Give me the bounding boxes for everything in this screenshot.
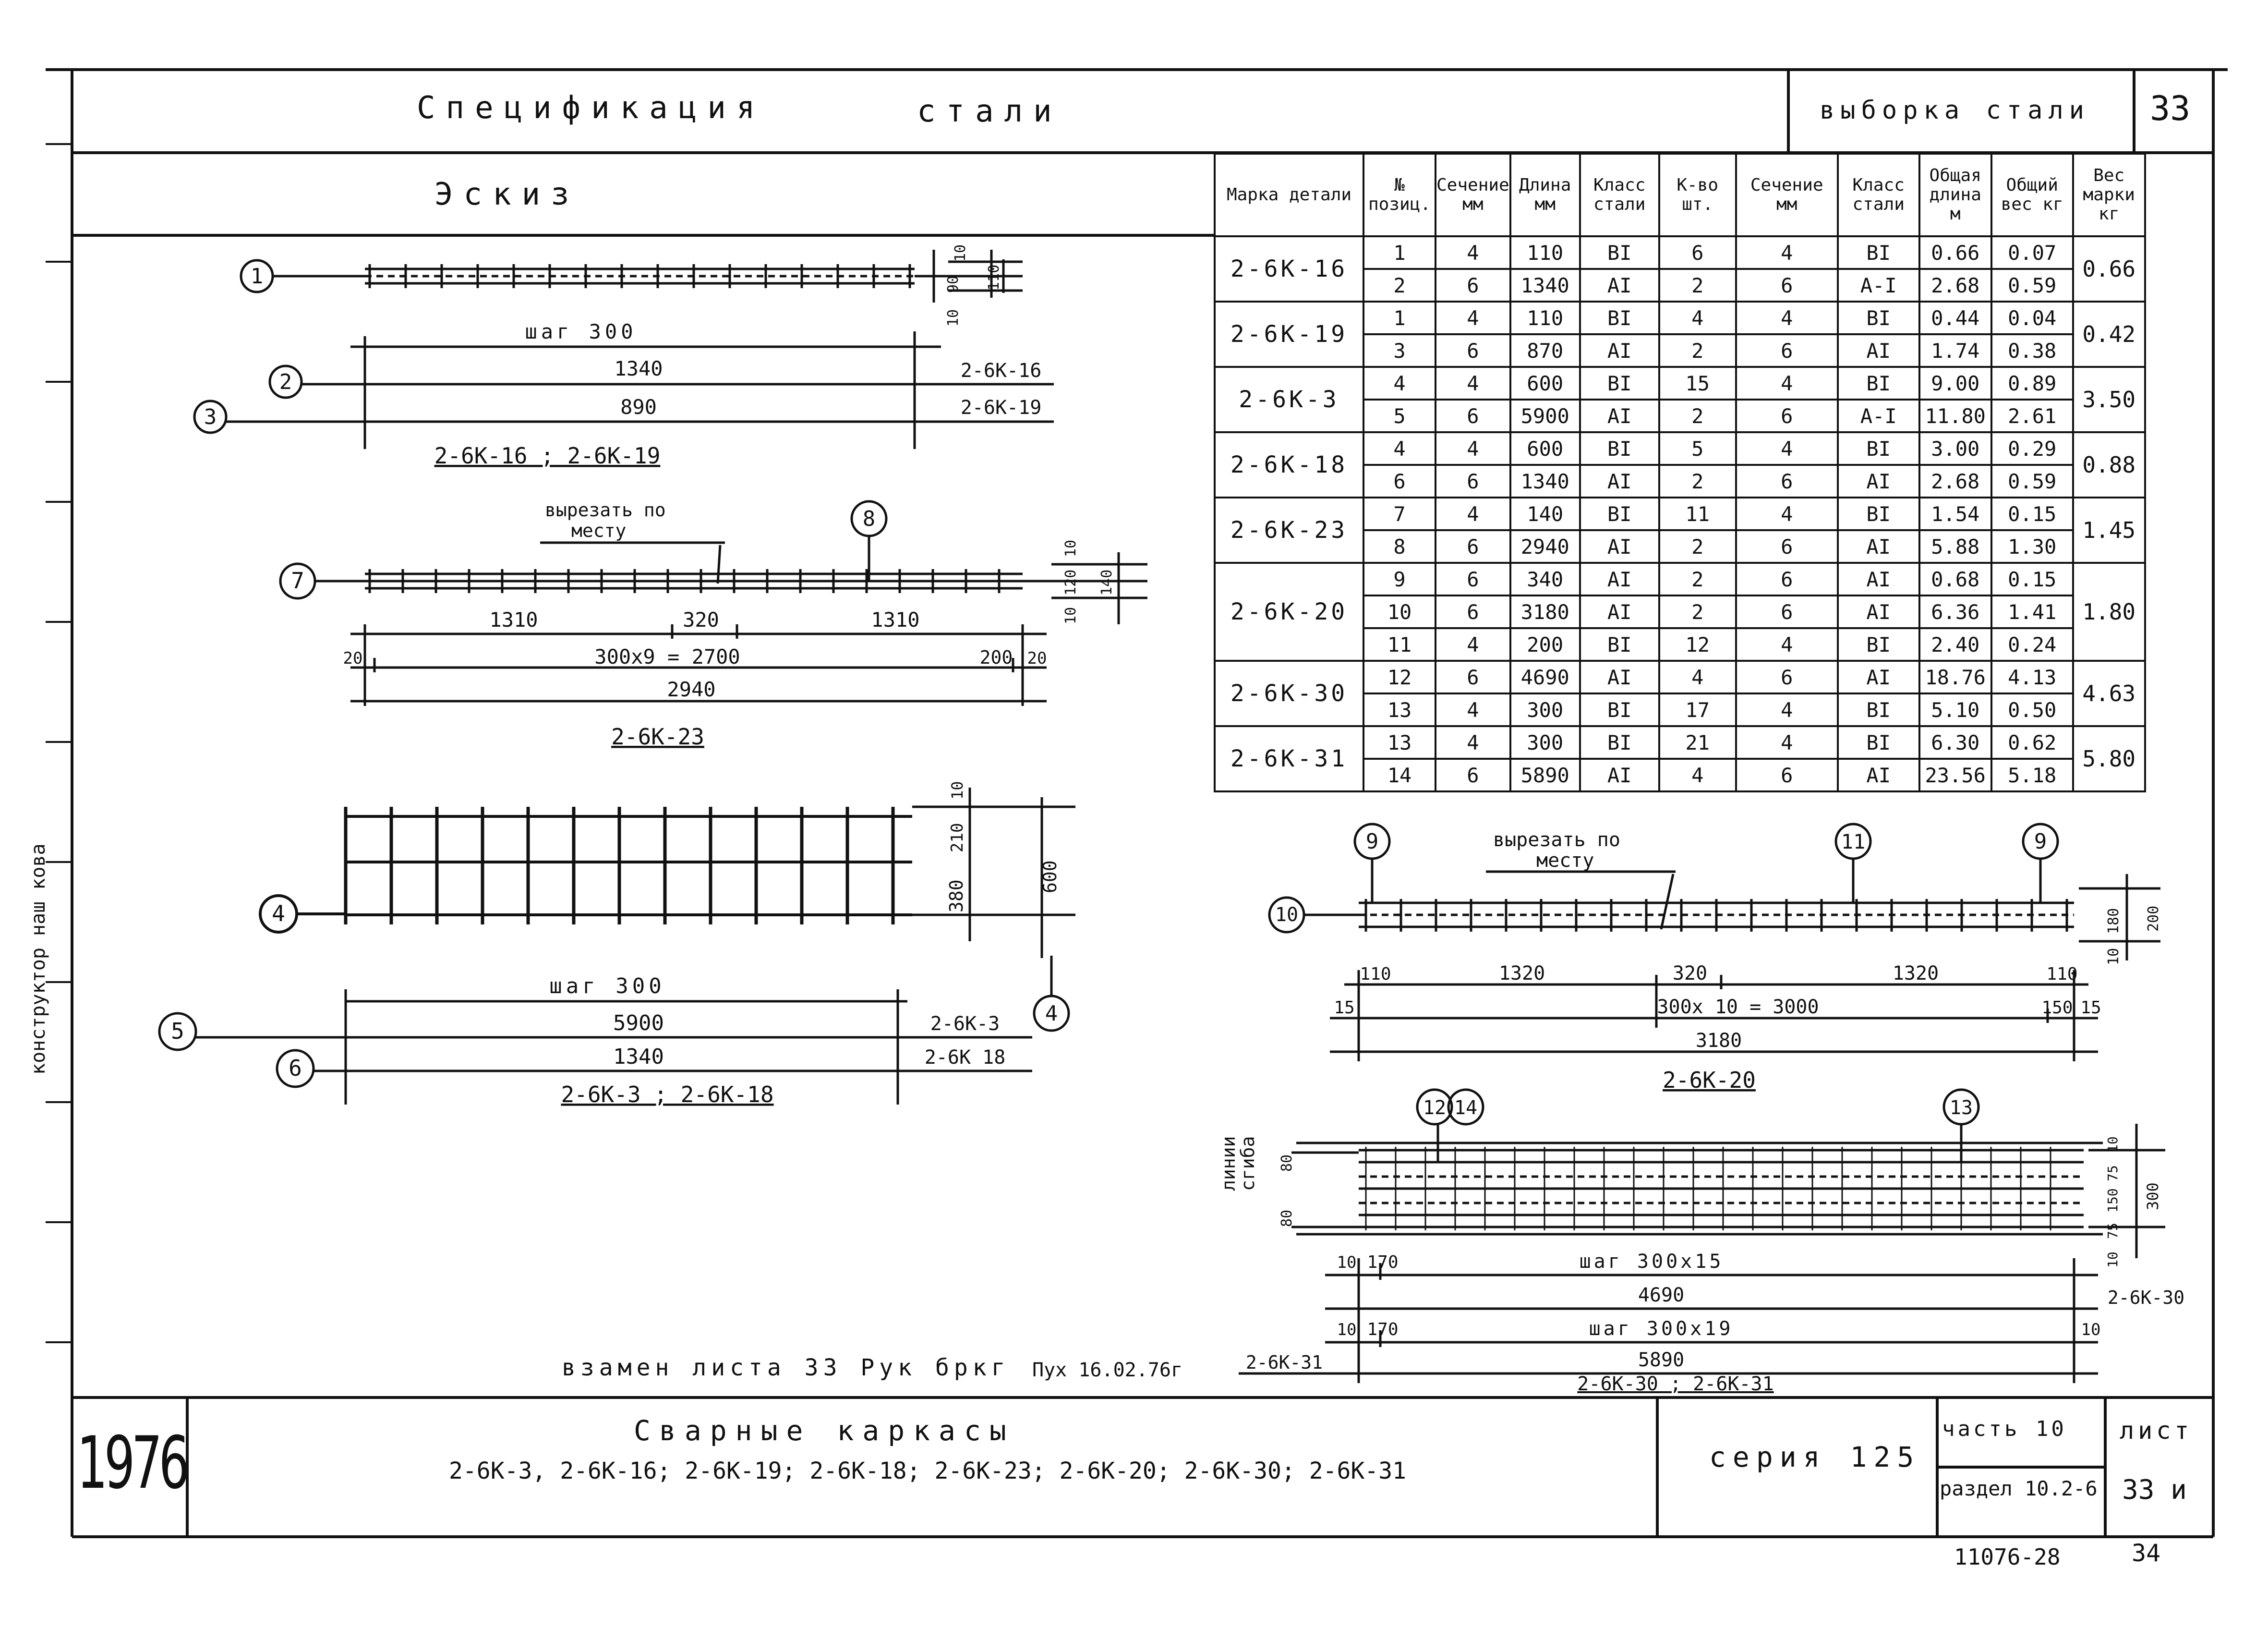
col-header: Длина мм [1510,154,1580,236]
table-cell: АI [1838,530,1919,563]
table-cell: 3180 [1510,595,1580,628]
table-cell: 110 [1510,236,1580,269]
sketch-caption: 2-6К-16 ; 2-6К-19 [434,443,661,469]
table-cell: 1.74 [1919,334,1991,367]
dim-label: 300х 10 = 3000 [1657,996,1819,1018]
table-cell: 6 [1736,465,1838,498]
cell-mark: 2-6К-19 [1215,302,1363,367]
dim-label: 200 [2145,905,2162,932]
mark-label: 2-6К-19 [960,397,1042,419]
col-header: Сечение мм [1436,154,1510,236]
table-cell: 2 [1659,595,1736,628]
table-cell: АI [1580,465,1659,498]
cell-mark-weight: 4.63 [2073,661,2145,726]
table-row [1215,726,2145,759]
table-cell: 1340 [1510,269,1580,302]
cell-mark: 2-6К-20 [1215,563,1363,661]
table-cell: 0.89 [1991,367,2073,400]
side-text: конструктор наш кова [27,843,49,1075]
table-cell: 5.10 [1919,693,1991,726]
table-cell: 4 [1736,498,1838,530]
table-cell: 300 [1510,726,1580,759]
sheet-label: лист [2120,1417,2193,1445]
dim-label: 3180 [1695,1030,1742,1052]
table-cell: 6 [1736,269,1838,302]
dim-label: 10 [2105,1136,2121,1153]
sketch-caption: 2-6К-3 ; 2-6К-18 [561,1081,774,1107]
pos-label: 1 [250,264,264,289]
pos-label: 5 [171,1018,184,1044]
cell-mark-weight: 5.80 [2073,726,2145,791]
table-cell: 6 [1363,465,1436,498]
table-cell: АI [1580,759,1659,791]
col-header: К-во шт. [1659,154,1736,236]
col-header: Класс стали [1580,154,1659,236]
table-cell: 4 [1736,693,1838,726]
table-cell: 4 [1436,367,1510,400]
steel-spec-table [1214,153,2146,792]
dim-label: 5900 [613,1011,664,1035]
table-cell: 4 [1436,498,1510,530]
dim-label: 10 [945,309,962,327]
dim-label: 10 [2105,948,2122,965]
table-cell: АI [1580,595,1659,628]
cell-mark-weight: 0.42 [2073,302,2145,367]
table-cell: АI [1580,334,1659,367]
table-cell: 18.76 [1919,661,1991,693]
dim-label: 150 [2041,998,2073,1018]
table-cell: ВI [1838,432,1919,465]
dim-label: 15 [1334,998,1355,1018]
pos-label: 10 [1275,904,1299,926]
mark-label: 2-6К-30 [2107,1287,2185,1308]
table-cell: 9 [1363,563,1436,595]
replace-date: Пух 16.02.76г [1032,1359,1183,1381]
table-cell: 4 [1659,302,1736,334]
spec-title-steel: стали [917,94,1062,129]
table-cell: 0.38 [1991,334,2073,367]
table-cell: АI [1838,595,1919,628]
col-header: Вес марки кг [2073,154,2145,236]
drawing-subtitle: 2-6К-3, 2-6К-16; 2-6К-19; 2-6К-18; 2-6К-23; 2-6К-20; 2-6К-30; 2-6К-31 [449,1458,1406,1484]
cell-mark: 2-6К-3 [1215,367,1363,432]
table-cell: ВI [1580,628,1659,661]
dim-label: 140 [1098,569,1115,595]
pos-label: 4 [1045,1001,1058,1026]
dim-label: 890 [620,395,657,419]
table-cell: 17 [1659,693,1736,726]
steel-selection-title: выборка стали [1820,96,2090,125]
table-cell: АI [1838,334,1919,367]
table-cell: 0.66 [1919,236,1991,269]
table-cell: 5 [1363,400,1436,432]
dim-label: 1320 [1498,962,1545,984]
table-cell: ВI [1838,498,1919,530]
table-cell: АI [1838,465,1919,498]
table-cell: ВI [1838,628,1919,661]
table-cell: 4690 [1510,661,1580,693]
dim-label: 10 [952,244,969,262]
table-cell: 23.56 [1919,759,1991,791]
table-cell: 2 [1659,334,1736,367]
dim-label: 10 [1062,607,1079,624]
footer-page: 34 [2132,1539,2161,1567]
col-header: № позиц. [1363,154,1436,236]
table-cell: 2.68 [1919,269,1991,302]
table-cell: 0.59 [1991,269,2073,302]
year-stamp: 1976 [77,1421,186,1505]
table-cell: 0.62 [1991,726,2073,759]
sketch-caption: 2-6К-30 ; 2-6К-31 [1577,1373,1774,1395]
table-cell: 2 [1659,563,1736,595]
cell-mark-weight: 0.88 [2073,432,2145,498]
replace-note: взамен листа 33 Рук бркг [562,1354,1010,1381]
table-cell: А-I [1838,269,1919,302]
table-cell: 6 [1736,759,1838,791]
table-cell: 300 [1510,693,1580,726]
table-cell: 3.00 [1919,432,1991,465]
table-cell: 11.80 [1919,400,1991,432]
table-cell: 10 [1363,595,1436,628]
table-cell: 7 [1363,498,1436,530]
table-cell: ВI [1580,432,1659,465]
table-cell: 1.30 [1991,530,2073,563]
table-cell: ВI [1580,726,1659,759]
table-cell: 12 [1363,661,1436,693]
table-cell: 4 [1736,302,1838,334]
dim-label: 1310 [871,608,920,632]
table-cell: 6 [1736,595,1838,628]
table-cell: АI [1580,563,1659,595]
dim-label: шаг 300 [549,974,665,998]
table-cell: 13 [1363,726,1436,759]
table-row [1215,367,2145,400]
table-cell: 5.18 [1991,759,2073,791]
table-cell: 4 [1436,432,1510,465]
dim-label: 210 [948,823,967,852]
dim-label: 10 [2105,1251,2121,1268]
dim-label: 170 [1367,1252,1399,1272]
table-cell: 4 [1659,661,1736,693]
sketch-label: Эскиз [434,177,580,212]
table-cell: 5890 [1510,759,1580,791]
table-cell: АI [1838,759,1919,791]
table-cell: 600 [1510,367,1580,400]
table-cell: 0.29 [1991,432,2073,465]
table-cell: 5.88 [1919,530,1991,563]
bend-line-label: сгиба [1237,1136,1258,1191]
dim-label: 80 [1279,1209,1295,1227]
table-cell: 5900 [1510,400,1580,432]
dim-label: 320 [683,608,719,632]
dim-label: 600 [1039,860,1061,893]
table-cell: 0.15 [1991,498,2073,530]
pos-label: 4 [272,900,285,926]
table-cell: 6.30 [1919,726,1991,759]
col-header: Общая длина м [1919,154,1991,236]
table-cell: ВI [1580,693,1659,726]
table-cell: ВI [1838,302,1919,334]
spec-title: Спецификация [417,90,766,126]
sheet-value: 33 и [2122,1474,2187,1506]
dim-label: 200 [979,647,1013,668]
cell-mark-weight: 0.66 [2073,236,2145,302]
dim-label: шаг 300х15 [1579,1251,1724,1273]
table-cell: 4 [1363,367,1436,400]
table-cell: 4 [1736,726,1838,759]
dim-label: 1320 [1892,962,1939,984]
table-cell: 1 [1363,302,1436,334]
pos-label: 14 [1454,1097,1478,1119]
table-cell: 2.68 [1919,465,1991,498]
dim-label: 170 [1367,1320,1399,1339]
dim-label: 4690 [1638,1284,1685,1306]
table-cell: ВI [1838,693,1919,726]
table-cell: 6.36 [1919,595,1991,628]
table-cell: АI [1580,400,1659,432]
table-cell: 4 [1659,759,1736,791]
dim-label: 2940 [667,678,716,701]
footer-code: 11076-28 [1954,1544,2061,1570]
table-cell: 4.13 [1991,661,2073,693]
dim-label: 110 [2046,964,2078,984]
table-cell: 0.44 [1919,302,1991,334]
table-cell: 8 [1363,530,1436,563]
table-cell: 13 [1363,693,1436,726]
table-cell: ВI [1580,302,1659,334]
dim-label: шаг 300 [525,320,637,343]
table-cell: 5 [1659,432,1736,465]
table-cell: А-I [1838,400,1919,432]
section-label: раздел 10.2-6 [1940,1477,2098,1500]
table-header-row [1215,154,2145,236]
cell-mark: 2-6К-23 [1215,498,1363,563]
dim-label: 10 [1062,539,1079,557]
dim-label: 180 [2105,908,2122,934]
col-header: Класс стали [1838,154,1919,236]
cut-note: месту [1536,850,1594,872]
table-cell: 21 [1659,726,1736,759]
dim-label: 320 [1672,962,1708,984]
table-cell: 6 [1436,334,1510,367]
dim-label: 110 [986,264,1002,291]
cell-mark-weight: 1.80 [2073,563,2145,661]
table-cell: ВI [1580,367,1659,400]
table-cell: АI [1580,269,1659,302]
table-cell: 600 [1510,432,1580,465]
dim-label: 75 [2105,1165,2121,1181]
pos-label: 13 [1949,1097,1973,1119]
table-cell: 6 [1436,465,1510,498]
table-cell: 2 [1659,400,1736,432]
table-cell: 200 [1510,628,1580,661]
cell-mark: 2-6К-16 [1215,236,1363,302]
dim-label: 10 [1337,1253,1357,1272]
col-header: Сечение мм [1736,154,1838,236]
sheet-number-top: 33 [2150,89,2191,128]
table-cell: 6 [1659,236,1736,269]
table-cell: 2 [1659,530,1736,563]
mark-label: 2-6К-31 [1245,1352,1323,1373]
dim-label: 10 [2081,1320,2101,1339]
table-cell: 4 [1736,432,1838,465]
table-cell: 4 [1436,302,1510,334]
table-cell: 1340 [1510,465,1580,498]
table-cell: 6 [1436,269,1510,302]
pos-label: 11 [1841,830,1866,853]
pos-label: 3 [204,405,217,429]
table-cell: АI [1838,661,1919,693]
table-cell: ВI [1838,726,1919,759]
dim-label: шаг 300х19 [1589,1318,1734,1340]
table-cell: 2940 [1510,530,1580,563]
table-cell: 6 [1736,400,1838,432]
mark-label: 2-6К-3 [930,1013,1000,1035]
table-cell: 0.24 [1991,628,2073,661]
bend-line-label: линии [1218,1136,1239,1191]
table-cell: 6 [1436,563,1510,595]
table-cell: 870 [1510,334,1580,367]
table-cell: 0.50 [1991,693,2073,726]
table-row [1215,498,2145,530]
dim-label: 110 [1360,964,1391,984]
table-row [1215,302,2145,334]
dim-label: 1310 [489,608,538,632]
table-cell: 4 [1736,236,1838,269]
pos-label: 2 [279,370,292,394]
table-cell: 140 [1510,498,1580,530]
table-cell: 6 [1436,595,1510,628]
sketch-caption: 2-6К-23 [611,724,704,750]
dim-label: 1340 [613,1045,664,1069]
table-cell: 6 [1736,661,1838,693]
table-cell: 12 [1659,628,1736,661]
table-cell: 4 [1436,726,1510,759]
table-cell: 0.07 [1991,236,2073,269]
table-cell: 6 [1436,759,1510,791]
table-cell: 1.41 [1991,595,2073,628]
table-cell: 4 [1736,628,1838,661]
dim-label: 150 [2105,1188,2121,1213]
table-cell: АI [1580,530,1659,563]
pos-label: 8 [862,507,876,531]
table-row [1215,661,2145,693]
table-cell: 9.00 [1919,367,1991,400]
pos-label: 9 [2034,829,2047,854]
mark-label: 2-6К 18 [924,1046,1006,1069]
cut-note: месту [571,520,627,541]
table-row [1215,563,2145,595]
table-cell: АI [1580,661,1659,693]
dim-label: 300х9 = 2700 [594,645,740,668]
table-row [1215,236,2145,269]
table-cell: 4 [1736,367,1838,400]
table-cell: 4 [1436,236,1510,269]
table-cell: 14 [1363,759,1436,791]
table-cell: 6 [1436,400,1510,432]
table-cell: 11 [1363,628,1436,661]
table-cell: 340 [1510,563,1580,595]
pos-label: 9 [1365,829,1379,854]
table-cell: 110 [1510,302,1580,334]
table-cell: 11 [1659,498,1736,530]
dim-label: 75 [2105,1223,2121,1239]
col-header: Марка детали [1215,154,1363,236]
table-cell: 0.68 [1919,563,1991,595]
table-cell: 2.61 [1991,400,2073,432]
pos-label: 12 [1423,1097,1447,1119]
table-cell: 6 [1436,661,1510,693]
table-cell: 0.04 [1991,302,2073,334]
dim-label: 10 [1337,1320,1357,1339]
table-cell: 2 [1659,465,1736,498]
table-cell: ВI [1838,236,1919,269]
cell-mark: 2-6К-31 [1215,726,1363,791]
dim-label: 300 [2144,1182,2162,1210]
dim-label: 1340 [614,357,663,380]
table-cell: ВI [1838,367,1919,400]
cut-note: вырезать по [545,499,666,521]
cell-mark: 2-6К-30 [1215,661,1363,726]
part-label: часть 10 [1942,1417,2067,1441]
table-cell: 3 [1363,334,1436,367]
mark-label: 2-6К-16 [960,360,1042,382]
series-label: серия 125 [1709,1441,1921,1473]
table-cell: 0.15 [1991,563,2073,595]
drawing-title: Сварные каркасы [634,1414,1015,1447]
sketch-caption: 2-6К-20 [1663,1067,1756,1093]
dim-label: 10 [948,781,966,800]
table-cell: 6 [1736,530,1838,563]
table-cell: АI [1838,563,1919,595]
dim-label: 15 [2080,998,2101,1018]
table-cell: 2 [1659,269,1736,302]
cell-mark-weight: 1.45 [2073,498,2145,563]
table-cell: 15 [1659,367,1736,400]
col-header: Общий вес кг [1991,154,2073,236]
table-cell: 2 [1363,269,1436,302]
table-cell: 6 [1736,563,1838,595]
table-row [1215,432,2145,465]
table-cell: 0.59 [1991,465,2073,498]
table-cell: 6 [1436,530,1510,563]
table-cell: 2.40 [1919,628,1991,661]
table-cell: 1.54 [1919,498,1991,530]
cell-mark-weight: 3.50 [2073,367,2145,432]
dim-label: 20 [343,649,363,668]
pos-label: 7 [291,568,304,594]
pos-label: 6 [289,1055,302,1081]
dim-label: 90 [945,275,962,293]
cell-mark: 2-6К-18 [1215,432,1363,498]
dim-label: 120 [1062,569,1079,595]
cut-note: вырезать по [1493,829,1620,851]
dim-label: 80 [1279,1154,1295,1172]
table-cell: 4 [1436,628,1510,661]
dim-label: 5890 [1638,1349,1685,1371]
table-cell: 1 [1363,236,1436,269]
table-cell: 4 [1363,432,1436,465]
table-cell: ВI [1580,498,1659,530]
table-cell: ВI [1580,236,1659,269]
dim-label: 380 [946,879,967,912]
table-cell: 4 [1436,693,1510,726]
dim-label: 20 [1027,649,1047,668]
table-cell: 6 [1736,334,1838,367]
